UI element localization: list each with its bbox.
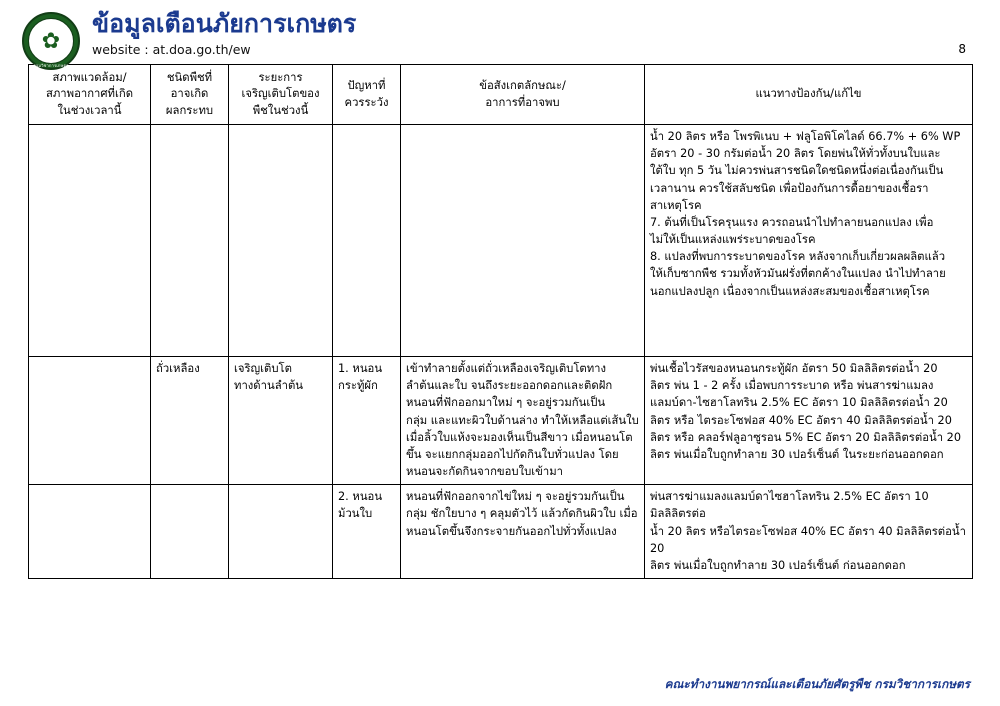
table-header-row — [29, 65, 973, 125]
column-header-guidance: แนวทางป้องกัน/แก้ไข — [645, 65, 973, 125]
cell-environment — [29, 357, 151, 485]
emblem-glyph: ✿ — [41, 28, 61, 54]
page-number: 8 — [958, 42, 966, 56]
column-header-growth-stage: ระยะการ เจริญเติบโตของ พืชในช่วงนี้ — [229, 65, 333, 125]
cell-crop — [151, 485, 229, 579]
cell-symptom: หนอนที่ฟักออกจากไข่ใหม่ ๆ จะอยู่รวมกันเป็น กลุ่ม ชักใยบาง ๆ คลุมตัวไว้ แล้วกัดกินผิวใบ เมื่อ หนอนโตขึ้นจึงกระจายกันออกไปทั่วทั้งแปลง — [401, 485, 645, 579]
document-footer: คณะทำงานพยากรณ์และเตือนภัยศัตรูพืช กรมวิชาการเกษตร — [664, 677, 970, 691]
cell-problem — [333, 125, 401, 357]
table-row — [29, 125, 973, 357]
column-header-symptom: ข้อสังเกตลักษณะ/ อาการที่อาจพบ — [401, 65, 645, 125]
cell-guidance: พ่นสารฆ่าแมลงแลมบ์ดาไซฮาโลทริน 2.5% EC อัตรา 10 มิลลิลิตรต่อ น้ำ 20 ลิตร หรือไตรอะโซฟอส 40% EC อัตรา 40 มิลลิลิตรต่อน้ำ 20 ลิตร พ่นเมื่อใบถูกทำลาย 30 เปอร์เซ็นต์ ก่อนออกดอก — [645, 485, 973, 579]
doa-emblem-icon — [22, 12, 80, 70]
table-row — [29, 485, 973, 579]
document-header — [0, 0, 1000, 68]
cell-symptom — [401, 125, 645, 357]
cell-crop — [151, 125, 229, 357]
page-title: ข้อมูลเตือนภัยการเกษตร — [92, 9, 357, 38]
title-block — [92, 10, 356, 57]
column-header-environment: สภาพแวดล้อม/ สภาพอากาศที่เกิด ในช่วงเวลานี้ — [29, 65, 151, 125]
table-container — [0, 64, 1000, 579]
cell-growth-stage — [229, 485, 333, 579]
cell-crop: ถั่วเหลือง — [151, 357, 229, 485]
cell-guidance: น้ำ 20 ลิตร หรือ โพรพิเนบ + ฟลูโอพิโคไลด์ 66.7% + 6% WP อัตรา 20 - 30 กรัมต่อน้ำ 20 ลิตร โดยพ่นให้ทั่วทั้งบนใบและ ใต้ใบ ทุก 5 วัน ไม่ควรพ่นสารชนิดใดชนิดหนึ่งต่อเนื่องกันเป็น เวลานาน ควรใช้สลับชนิด เพื่อป้องกันการดื้อยาของเชื้อรา สาเหตุโรค 7. ต้นที่เป็นโรครุนแรง ควรถอนนำไปทำลายนอกแปลง เพื่อ ไม่ให้เป็นแหล่งแพร่ระบาดของโรค 8. แปลงที่พบการระบาดของโรค หลังจากเก็บเกี่ยวผลผลิตแล้ว ให้เก็บซากพืช รวมทั้งหัวมันฝรั่งที่ตกค้างในแปลง นำไปทำลาย นอกแปลงปลูก เนื่องจากเป็นแหล่งสะสมของเชื้อสาเหตุโรค — [645, 125, 973, 357]
cell-environment — [29, 125, 151, 357]
column-header-crop: ชนิดพืชที่ อาจเกิด ผลกระทบ — [151, 65, 229, 125]
table-row — [29, 357, 973, 485]
cell-problem: 1. หนอน กระทู้ผัก — [333, 357, 401, 485]
agriculture-warning-table — [28, 64, 973, 579]
cell-environment — [29, 485, 151, 579]
column-header-problem: ปัญหาที่ ควรระวัง — [333, 65, 401, 125]
cell-growth-stage — [229, 125, 333, 357]
cell-growth-stage: เจริญเติบโต ทางด้านลำต้น — [229, 357, 333, 485]
cell-problem: 2. หนอน ม้วนใบ — [333, 485, 401, 579]
cell-symptom: เข้าทำลายตั้งแต่ถั่วเหลืองเจริญเติบโตทาง ลำต้นและใบ จนถึงระยะออกดอกและติดฝัก หนอนที่ฟักออกมาใหม่ ๆ จะอยู่รวมกันเป็น กลุ่ม และแทะผิวใบด้านล่าง ทำให้เหลือแต่เส้นใบ เมื่อลิ้วใบแห้งจะมองเห็นเป็นสีขาว เมื่อหนอนโต ขึ้น จะแยกกลุ่มออกไปกัดกินใบทั่วแปลง โดย หนอนจะกัดกินจากขอบใบเข้ามา — [401, 357, 645, 485]
website-line: website : at.doa.go.th/ew — [92, 41, 251, 57]
cell-guidance: พ่นเชื้อไวรัสของหนอนกระทู้ผัก อัตรา 50 มิลลิลิตรต่อน้ำ 20 ลิตร พ่น 1 - 2 ครั้ง เมื่อพบการระบาด หรือ พ่นสารฆ่าแมลง แลมบ์ดา-ไซฮาโลทริน 2.5% EC อัตรา 10 มิลลิลิตรต่อน้ำ 20 ลิตร หรือ ไตรอะโซฟอส 40% EC อัตรา 40 มิลลิลิตรต่อน้ำ 20 ลิตร หรือ คลอร์ฟลูอาซูรอน 5% EC อัตรา 20 มิลลิลิตรต่อน้ำ 20 ลิตร พ่นเมื่อใบถูกทำลาย 30 เปอร์เซ็นต์ ในระยะก่อนออกดอก — [645, 357, 973, 485]
emblem-arc-text: กรมวิชาการเกษตร — [33, 63, 69, 68]
